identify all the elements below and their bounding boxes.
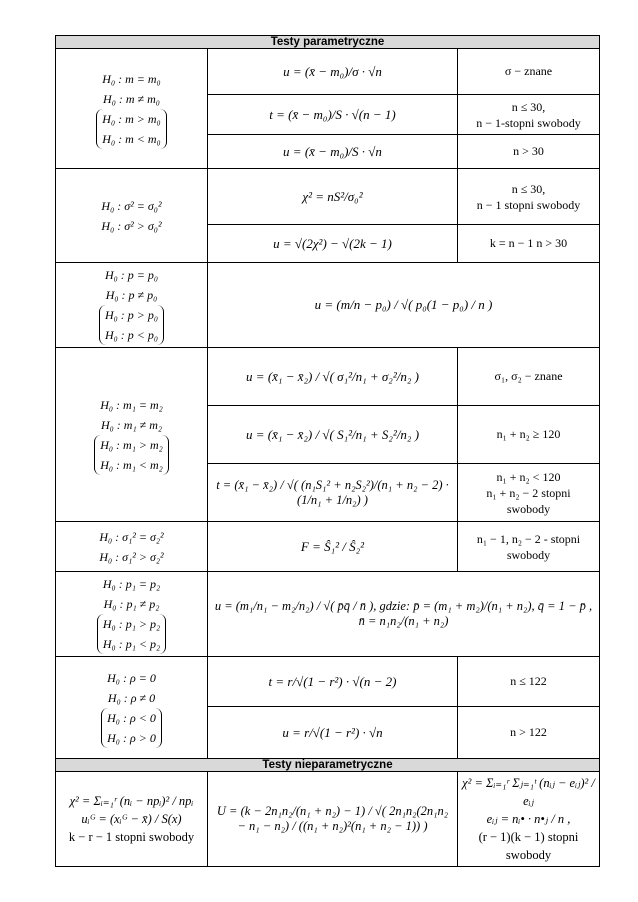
mean-t-formula: t = (x̄ − m₀)/S · √(n − 1) (208, 95, 458, 135)
alternative-bracket (97, 614, 166, 654)
variance-chi-formula: χ² = nS²/σ₀² (208, 169, 458, 225)
hypothesis: H₀ : p > p₀ (104, 308, 159, 322)
hypothesis: H₀ : p₁ = p₂ (102, 577, 161, 591)
variance-condition-1 (458, 169, 600, 225)
hypothesis: H₀ : m₁ > m₂ (100, 437, 163, 452)
hypothesis: H₀ : m ≠ m₀ (103, 91, 160, 106)
two-means-condition-1: σ₁, σ₂ − znane (458, 348, 600, 406)
correlation-condition-1: n ≤ 122 (458, 657, 600, 707)
chi-square-independence-formula: χ² = Σᵢ₌₁ʳ Σⱼ₌₁ᵗ (nᵢⱼ − eᵢⱼ)² / eᵢⱼ (462, 776, 595, 808)
correlation-condition-2: n > 122 (458, 707, 600, 759)
hypothesis: H₀ : m < m₀ (102, 131, 161, 146)
condition-line: n − 1-stopni swobody (476, 115, 581, 130)
mean-hypotheses (56, 49, 208, 169)
condition-line: n₁ + n₂ − 2 stopni (486, 485, 571, 500)
hypothesis: H₀ : p < p₀ (104, 328, 159, 342)
hypothesis: H₀ : ρ = 0 (107, 670, 156, 685)
chi-square-independence-cell (458, 772, 600, 867)
proportion-hypotheses (56, 263, 208, 348)
hypothesis: H₀ : m = m₀ (102, 71, 161, 86)
mean-condition-3: n > 30 (458, 135, 600, 169)
parametric-tests-header: Testy parametryczne (56, 36, 600, 49)
two-means-t-formula: t = (x̄₁ − x̄₂) / √( (n₁S₁² + n₂S₂²)/(n₁ + n₂ − 2) · (1/n₁ + 1/n₂) ) (208, 464, 458, 522)
chi-square-fit-cell (56, 772, 208, 867)
hypothesis: H₀ : m₁ ≠ m₂ (100, 417, 163, 432)
alternative-bracket (94, 435, 169, 475)
hypothesis: H₀ : σ₁² > σ₂² (99, 549, 164, 564)
chi-square-fit-formula: χ² = Σᵢ₌₁ʳ (nᵢ − npᵢ)² / npᵢ (69, 794, 194, 808)
hypothesis: H₀ : σ² = σ₀² (101, 198, 162, 213)
hypothesis: H₀ : ρ < 0 (107, 710, 156, 725)
condition-line: n − 1 stopni swobody (476, 197, 581, 212)
hypothesis: H₀ : σ² > σ₀² (101, 218, 162, 233)
chi-square-independence-df: (r − 1)(k − 1) stopni swobody (478, 830, 579, 862)
condition-line: swobody (506, 501, 551, 516)
two-means-hypotheses (56, 348, 208, 522)
expected-count-formula: eᵢⱼ = nᵢ• · n•ⱼ / n , (486, 812, 571, 826)
formula-table (55, 35, 600, 867)
hypothesis: H₀ : p₁ < p₂ (102, 637, 161, 651)
correlation-u-formula: u = r/√(1 − r²) · √n (208, 707, 458, 759)
variance-hypotheses (56, 169, 208, 263)
two-means-condition-2: n₁ + n₂ ≥ 120 (458, 406, 600, 464)
alternative-bracket (96, 109, 166, 149)
runs-test-formula: U = (k − 2n₁n₂/(n₁ + n₂) − 1) / √( 2n₁n₂(2n₁n₂ − n₁ − n₂) / ((n₁ + n₂)²(n₁ + n₂ − 1)) ) (208, 772, 458, 867)
mean-condition-2 (458, 95, 600, 135)
two-proportions-formula: u = (m₁/n₁ − m₂/n₂) / √( p̄q̄ / n̄ ), gdzie: p̄ = (m₁ + m₂)/(n₁ + n₂), q̄ = 1 − p̄ , n̄ = n₁n₂/(n₁ + n₂) (208, 572, 600, 657)
condition-line: swobody (506, 547, 551, 562)
u-statistic-formula: uᵢᴳ = (xᵢᴳ − x̄) / S(x) (81, 812, 182, 826)
correlation-t-formula: t = r/√(1 − r²) · √(n − 2) (208, 657, 458, 707)
two-means-u-s-formula: u = (x̄₁ − x̄₂) / √( S₁²/n₁ + S₂²/n₂ ) (208, 406, 458, 464)
mean-u-sigma-formula: u = (x̄ − m₀)/σ · √n (208, 49, 458, 95)
variance-u-formula: u = √(2χ²) − √(2k − 1) (208, 225, 458, 263)
proportion-u-formula: u = (m/n − p₀) / √( p₀(1 − p₀) / n ) (208, 263, 600, 348)
hypothesis: H₀ : m₁ < m₂ (100, 457, 163, 472)
hypothesis: H₀ : p₁ ≠ p₂ (103, 597, 160, 611)
correlation-hypotheses (56, 657, 208, 759)
two-proportions-hypotheses (56, 572, 208, 657)
hypothesis: H₀ : ρ > 0 (107, 730, 156, 745)
condition-line: n ≤ 30, (511, 99, 546, 114)
two-means-u-sigma-formula: u = (x̄₁ − x̄₂) / √( σ₁²/n₁ + σ₂²/n₂ ) (208, 348, 458, 406)
hypothesis: H₀ : p ≠ p₀ (105, 288, 158, 302)
hypothesis: H₀ : m > m₀ (102, 111, 161, 126)
variance-condition-2: k = n − 1 n > 30 (458, 225, 600, 263)
hypothesis: H₀ : p₁ > p₂ (102, 617, 161, 631)
hypothesis: H₀ : m₁ = m₂ (100, 397, 163, 412)
f-test-formula: F = Ŝ₁² / Ŝ₂² (208, 522, 458, 572)
two-variances-hypotheses (56, 522, 208, 572)
hypothesis: H₀ : ρ ≠ 0 (107, 690, 156, 705)
alternative-bracket (101, 708, 162, 748)
condition-line: n₁ − 1, n₂ − 2 - stopni (476, 531, 581, 546)
hypothesis: H₀ : p = p₀ (104, 268, 159, 282)
nonparametric-tests-header: Testy nieparametryczne (56, 759, 600, 772)
two-variances-condition (458, 522, 600, 572)
hypothesis: H₀ : σ₁² = σ₂² (99, 529, 164, 544)
alternative-bracket (99, 305, 164, 345)
two-means-condition-3 (458, 464, 600, 522)
mean-condition-1: σ − znane (458, 49, 600, 95)
condition-line: n₁ + n₂ < 120 (496, 469, 561, 484)
condition-line: n ≤ 30, (511, 181, 546, 196)
chi-square-fit-df: k − r − 1 stopni swobody (68, 830, 195, 844)
mean-u-s-formula: u = (x̄ − m₀)/S · √n (208, 135, 458, 169)
